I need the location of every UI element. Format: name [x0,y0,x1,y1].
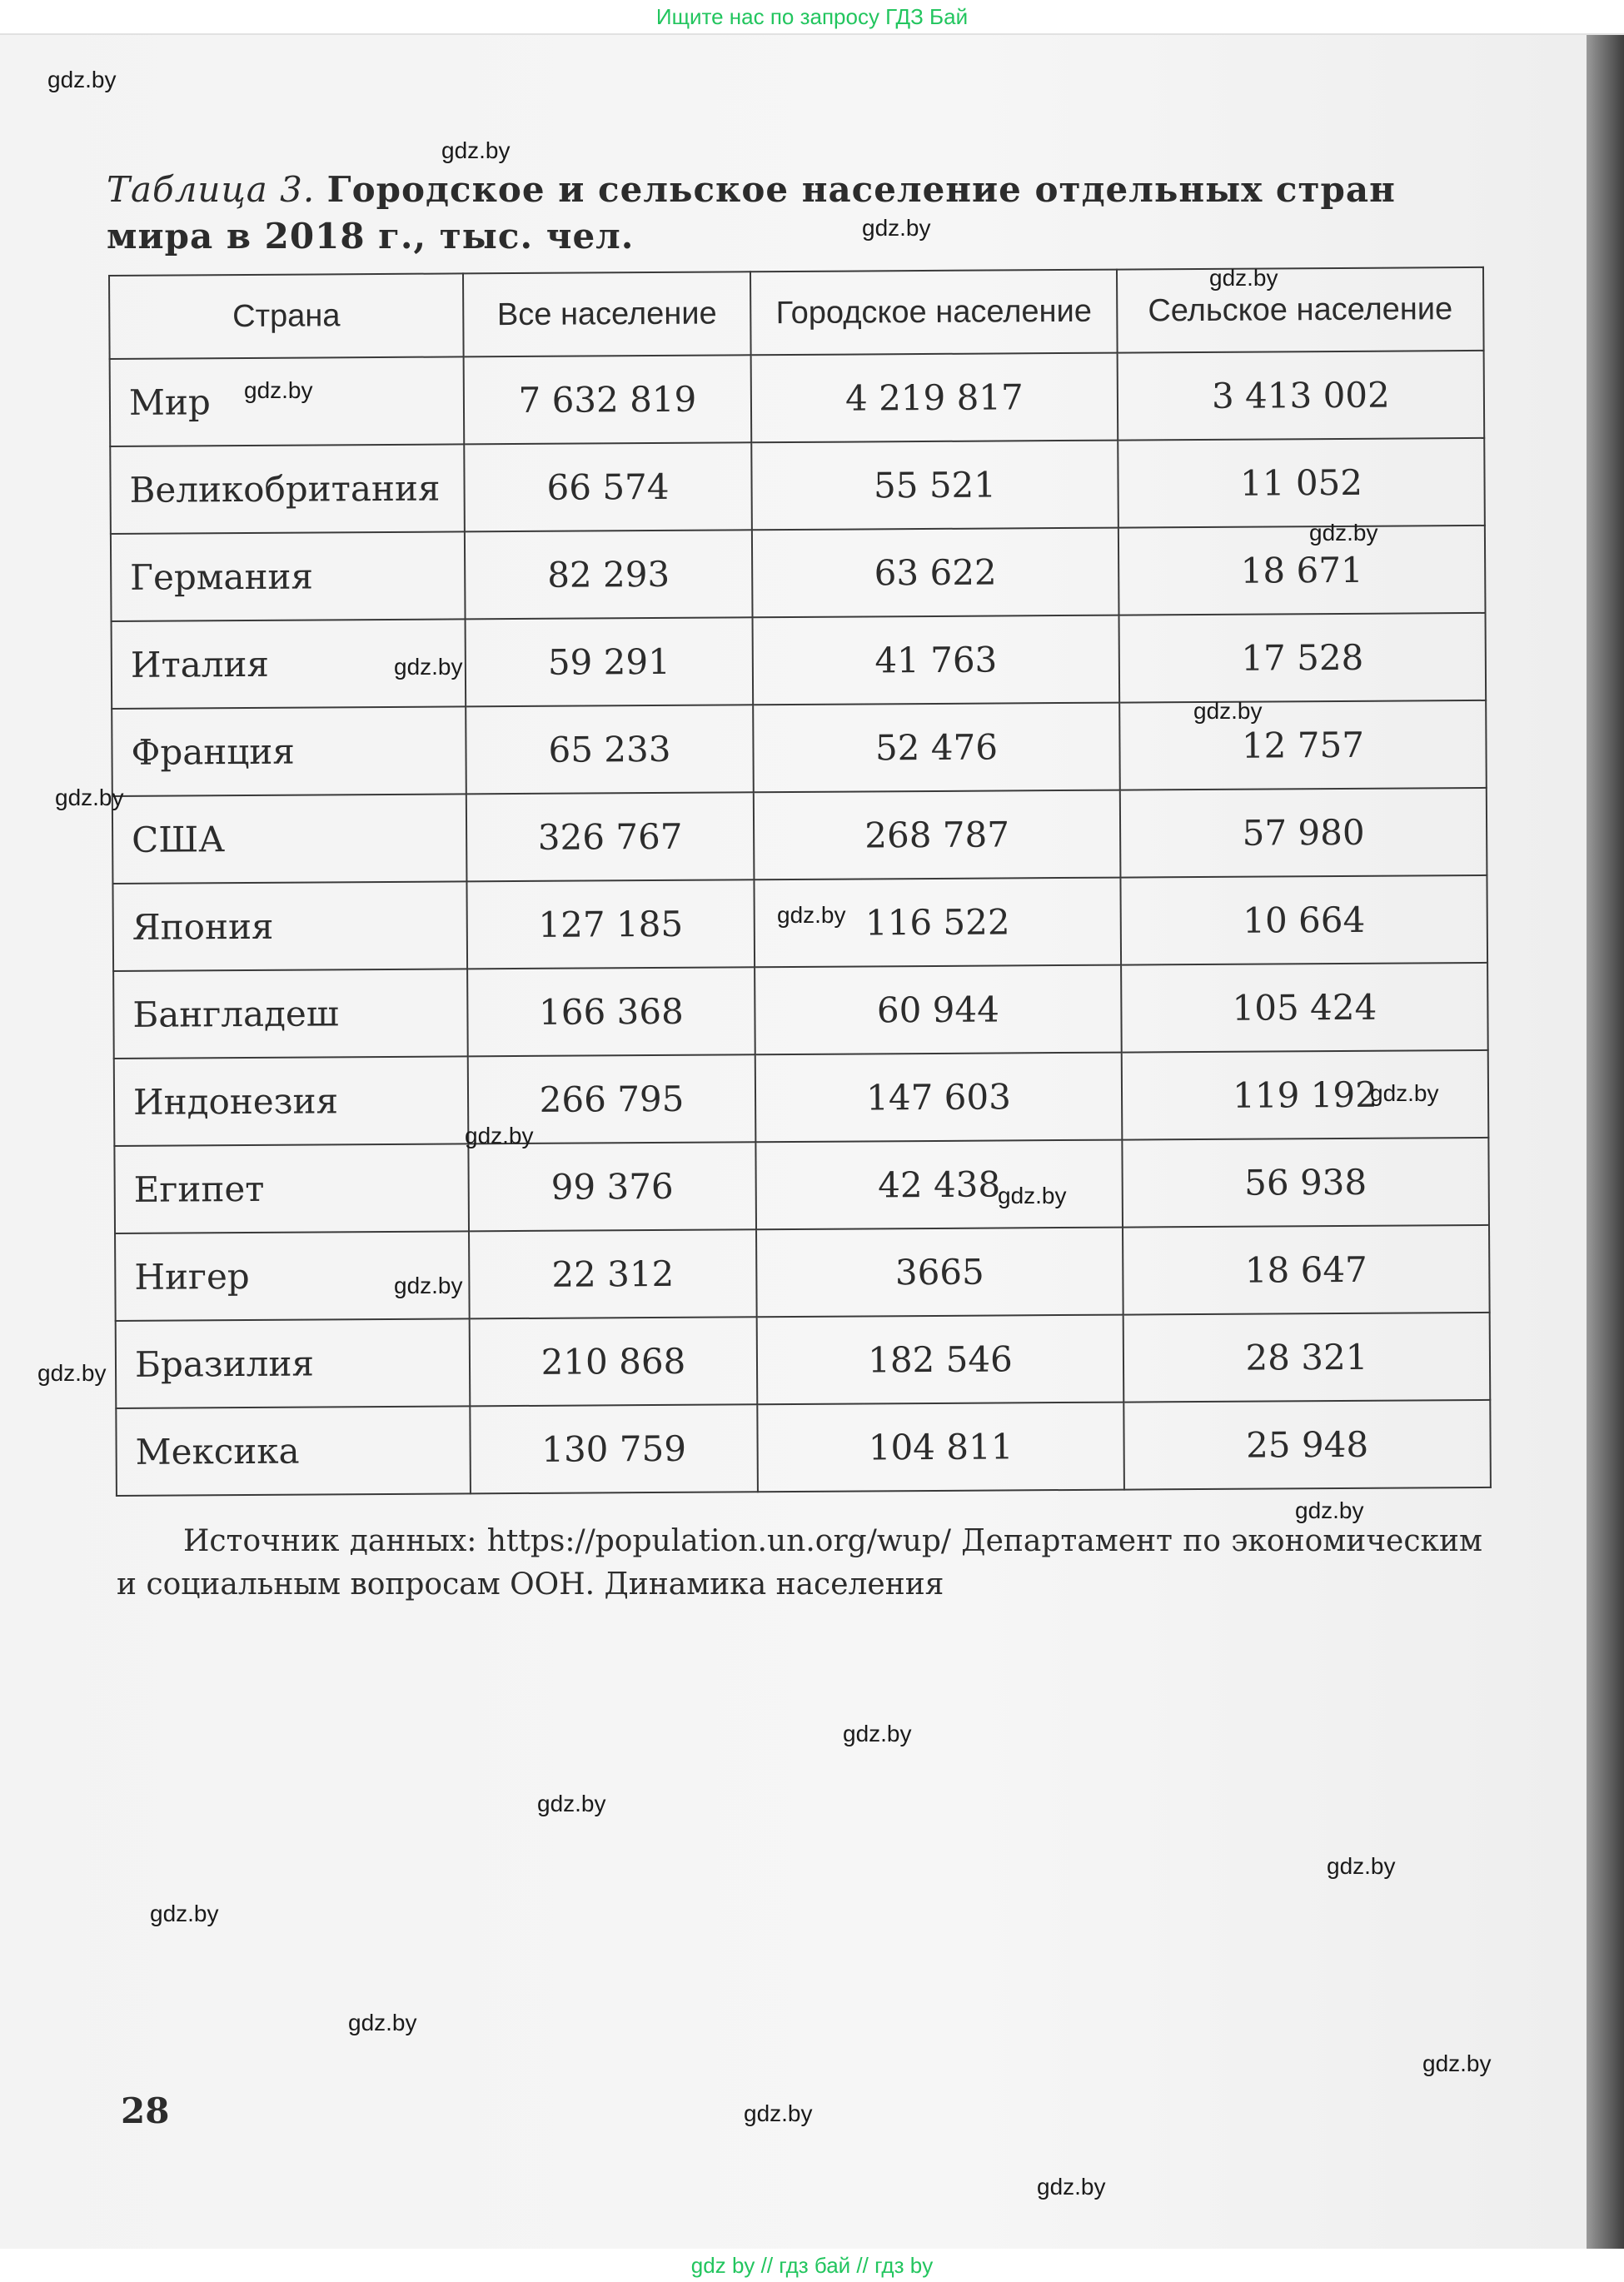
cell-total: 127 185 [466,879,755,969]
bottom-banner[interactable]: gdz by // гдз бай // гдз by [0,2249,1624,2282]
cell-urban: 147 603 [755,1053,1123,1143]
cell-rural: 18 647 [1123,1225,1490,1315]
cell-total: 326 767 [466,792,755,881]
table-caption-label: Таблица 3. [107,169,316,210]
watermark: gdz.by [348,2010,417,2035]
watermark: gdz.by [998,1183,1067,1208]
watermark: gdz.by [465,1123,534,1148]
cell-total: 22 312 [469,1229,757,1318]
cell-country: Великобритания [110,444,465,534]
table-row [111,526,1486,621]
watermark: gdz.by [150,1901,219,1926]
watermark: gdz.by [1193,698,1263,724]
cell-country: Япония [112,881,467,971]
watermark: gdz.by [537,1791,606,1816]
watermark: gdz.by [1037,2174,1106,2200]
cell-country: Мир [110,356,465,446]
watermark: gdz.by [1209,265,1278,291]
table-row [114,1050,1489,1146]
table-caption [107,167,1472,260]
cell-urban: 42 438 [755,1140,1123,1230]
watermark: gdz.by [37,1360,107,1386]
table-row [110,438,1485,534]
table-row [112,788,1487,884]
table-row [112,613,1487,709]
cell-country: Египет [114,1143,469,1233]
watermark: gdz.by [1327,1853,1396,1879]
cell-total: 210 868 [470,1317,758,1406]
table-row [116,1400,1491,1496]
header-rural: Сельское население [1117,267,1484,353]
cell-country: Нигер [115,1231,470,1321]
watermark: gdz.by [441,137,511,163]
cell-rural: 56 938 [1122,1138,1489,1228]
cell-total: 66 574 [464,442,752,531]
cell-rural: 11 052 [1118,438,1485,528]
cell-country: Италия [112,619,466,709]
watermark: gdz.by [1370,1080,1439,1106]
watermark: gdz.by [394,654,463,680]
cell-urban: 182 546 [757,1315,1124,1405]
watermark: gdz.by [394,1273,463,1298]
cell-rural: 119 192 [1122,1050,1489,1140]
cell-rural: 12 757 [1119,700,1487,790]
top-banner[interactable]: Ищите нас по запросу ГДЗ Бай [0,0,1624,35]
cell-country: Мексика [116,1406,471,1496]
source-note: Источник данных: https://population.un.org/wup/ Департамент по экономическим и социальным вопросам ООН. Динамика населения [117,1524,1482,1602]
cell-rural: 25 948 [1123,1400,1491,1490]
cell-total: 82 293 [465,530,753,619]
cell-country: США [112,794,467,884]
cell-total: 266 795 [468,1054,756,1143]
watermark: gdz.by [862,215,931,241]
cell-total: 130 759 [470,1404,758,1493]
cell-urban: 104 811 [757,1403,1124,1492]
cell-rural: 105 424 [1121,963,1488,1053]
cell-country: Индонезия [114,1056,469,1146]
cell-rural: 17 528 [1119,613,1487,703]
cell-rural: 10 664 [1120,875,1487,965]
watermark: gdz.by [1422,2050,1492,2076]
cell-urban: 3665 [756,1228,1123,1318]
table-row [114,1138,1489,1233]
cell-rural: 3 413 002 [1118,351,1485,441]
table-row [112,700,1487,796]
table-row [116,1313,1491,1408]
book-gutter [1587,0,1624,2282]
table-caption-title: Городское и сельское население отдельных стран мира в 2018 г., тыс. чел. [107,169,1396,257]
header-country: Страна [109,273,464,359]
cell-urban: 116 522 [754,878,1121,968]
cell-total: 65 233 [466,705,754,794]
watermark: gdz.by [47,67,117,92]
page-number: 28 [121,2090,170,2131]
cell-total: 7 632 819 [464,355,752,444]
cell-country: Бразилия [116,1318,471,1408]
cell-urban: 60 944 [755,965,1122,1055]
cell-total: 59 291 [466,617,754,706]
cell-rural: 57 980 [1120,788,1487,878]
watermark: gdz.by [744,2100,813,2126]
cell-urban: 4 219 817 [751,353,1118,443]
cell-total: 99 376 [468,1142,756,1231]
cell-rural: 18 671 [1118,526,1486,615]
cell-country: Бангладеш [113,969,468,1059]
cell-country: Франция [112,706,466,796]
table-row [115,1225,1490,1321]
population-table [108,267,1492,1497]
table-row [113,963,1488,1059]
cell-total: 166 368 [467,967,755,1056]
table-row [110,351,1485,446]
header-total: Все население [463,272,751,356]
watermark: gdz.by [1309,520,1378,546]
cell-urban: 55 521 [751,441,1118,531]
cell-country: Германия [111,531,466,621]
watermark: gdz.by [244,377,313,403]
watermark: gdz.by [777,902,846,928]
cell-urban: 268 787 [754,790,1121,880]
cell-rural: 28 321 [1123,1313,1491,1403]
cell-urban: 63 622 [752,528,1119,618]
watermark: gdz.by [1295,1497,1364,1523]
header-urban: Городское население [750,270,1118,356]
cell-urban: 41 763 [753,615,1120,705]
watermark: gdz.by [55,785,124,810]
watermark: gdz.by [843,1721,912,1746]
cell-urban: 52 476 [753,703,1120,793]
